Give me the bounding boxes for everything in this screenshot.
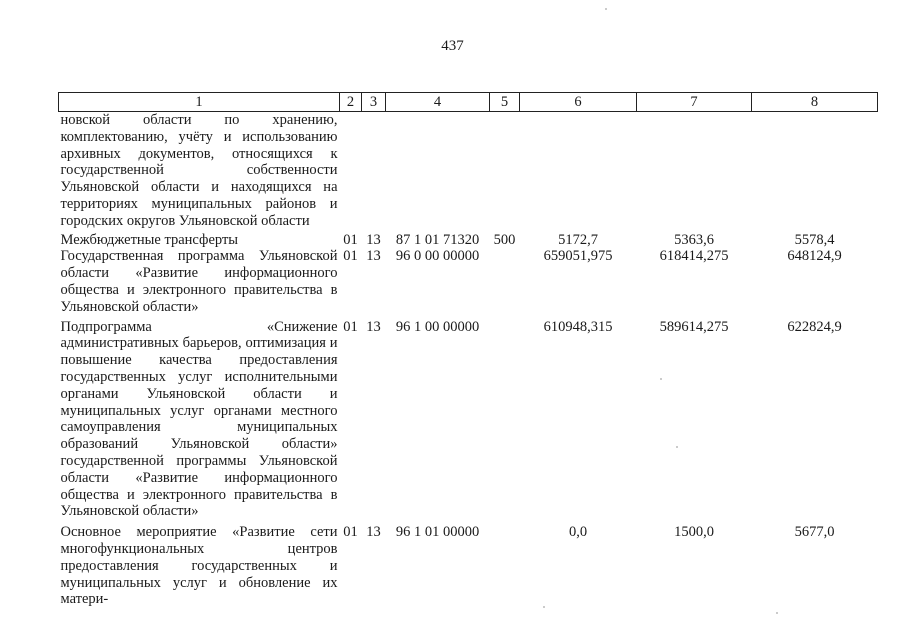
column-header-8: 8: [752, 93, 878, 112]
row-target-code: 96 0 00 00000: [395, 248, 480, 265]
scan-speck: [676, 446, 678, 448]
row-subsection: 13: [366, 318, 381, 335]
row-amount-col8: 648124,9: [787, 248, 842, 265]
scan-speck: [776, 612, 778, 614]
column-header-4: 4: [386, 93, 490, 112]
table-row: [59, 248, 878, 318]
row-expense-type: [490, 248, 520, 318]
row-amount-col7: 1500,0: [674, 524, 714, 541]
row-section: 01: [343, 524, 358, 541]
row-subsection: 13: [366, 231, 381, 248]
table-row: [59, 319, 878, 525]
row-amount-col7: 589614,275: [659, 318, 729, 335]
row-name: Подпрограмма «Снижение административных барьеров, оптимизация и повышение качества предоставления государственных услуг исполнительными органами Ульяновской области и муниципальных услуг органами местного самоуправления муниципальных образований Ульяновской области» государственной программы Ульяновской области «Развитие информационного общества и электронного правительства в Ульяновской области»: [60, 318, 338, 520]
row-amount-col8: 5578,4: [794, 231, 835, 248]
column-header-1: 1: [59, 93, 340, 112]
row-amount-col7: 618414,275: [659, 248, 729, 265]
table-row: [59, 232, 878, 249]
row-target-code: 96 1 00 00000: [395, 318, 480, 335]
scan-speck: [660, 378, 662, 380]
column-header-7: 7: [637, 93, 752, 112]
row-name: Государственная программа Ульяновской области «Развитие информационного общества и электронного правительства в Ульяновской области»: [60, 248, 338, 315]
row-amount-col7: 5363,6: [674, 231, 714, 248]
table-row: [59, 112, 878, 232]
row-subsection: 13: [366, 248, 381, 265]
scan-speck: [543, 606, 545, 608]
column-header-5: 5: [490, 93, 520, 112]
row-expense-type: [490, 524, 520, 608]
row-name: Межбюджетные трансферты: [60, 231, 239, 248]
row-expense-type: 500: [493, 231, 516, 248]
row-amount-col6: 610948,315: [543, 318, 613, 335]
row-amount-col8: 622824,9: [787, 318, 842, 335]
row-amount-col8: 5677,0: [794, 524, 835, 541]
column-number-row: [59, 93, 878, 112]
column-header-6: 6: [520, 93, 637, 112]
scan-speck: [605, 8, 607, 10]
row-section: 01: [343, 248, 358, 265]
table-row: [59, 524, 878, 608]
row-target-code: 87 1 01 71320: [395, 231, 480, 248]
row-subsection: [362, 112, 386, 232]
row-section: 01: [343, 318, 358, 335]
row-amount-col6: 659051,975: [543, 248, 613, 265]
row-amount-col6: 5172,7: [558, 231, 598, 248]
row-amount-col6: 0,0: [568, 524, 588, 541]
row-expense-type: [490, 112, 520, 232]
row-name: новской области по хранению, комплектованию, учёту и использованию архивных документов, относящихся к государственной собственности Ульяновской области и находящихся на территориях муниципальных районов и городских округов Ульяновской области: [60, 112, 338, 229]
row-amount-col7: [637, 112, 752, 232]
row-section: [340, 112, 362, 232]
row-target-code: [386, 112, 490, 232]
row-amount-col8: [752, 112, 878, 232]
row-name: Основное мероприятие «Развитие сети многофункциональных центров предоставления государственных и муниципальных услуг и обновление их матери-: [60, 524, 338, 608]
column-header-3: 3: [362, 93, 386, 112]
row-section: 01: [343, 231, 358, 248]
column-header-2: 2: [340, 93, 362, 112]
budget-table: [58, 92, 878, 608]
page-number: 437: [441, 38, 464, 54]
row-amount-col6: [520, 112, 637, 232]
row-target-code: 96 1 01 00000: [395, 524, 480, 541]
row-subsection: 13: [366, 524, 381, 541]
row-expense-type: [490, 319, 520, 525]
